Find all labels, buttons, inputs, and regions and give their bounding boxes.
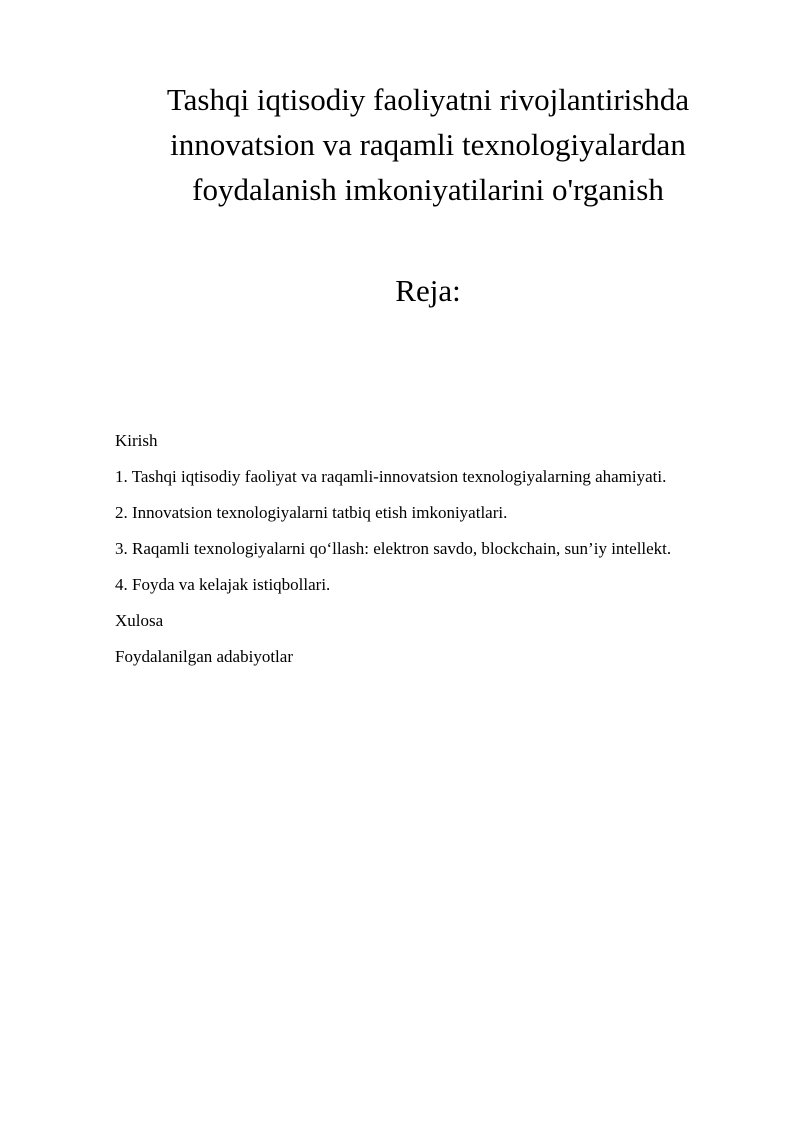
plan-item-references: Foydalanilgan adabiyotlar (115, 647, 293, 666)
plan-item-2: 2. Innovatsion texnologiyalarni tatbiq etish imkoniyatlari. (115, 503, 508, 522)
plan-item-1: 1. Tashqi iqtisodiy faoliyat va raqamli-innovatsion texnologiyalarning ahamiyati. (115, 467, 667, 486)
plan-item-3: 3. Raqamli texnologiyalarni qo‘llash: elektron savdo, blockchain, sun’iy intellekt. (115, 539, 672, 558)
plan-item-conclusion: Xulosa (115, 611, 164, 630)
plan-item-4: 4. Foyda va kelajak istiqbollari. (115, 575, 331, 594)
document-title (100, 77, 756, 212)
plan-item-intro: Kirish (115, 431, 158, 450)
plan-list (115, 430, 755, 682)
title-line: Tashqi iqtisodiy faoliyatni rivojlantirishda (166, 82, 690, 117)
title-line: foydalanish imkoniyatilarini o'rganish (192, 172, 664, 207)
plan-heading: Reja: (395, 273, 461, 308)
title-line: innovatsion va raqamli texnologiyalardan (170, 127, 686, 162)
